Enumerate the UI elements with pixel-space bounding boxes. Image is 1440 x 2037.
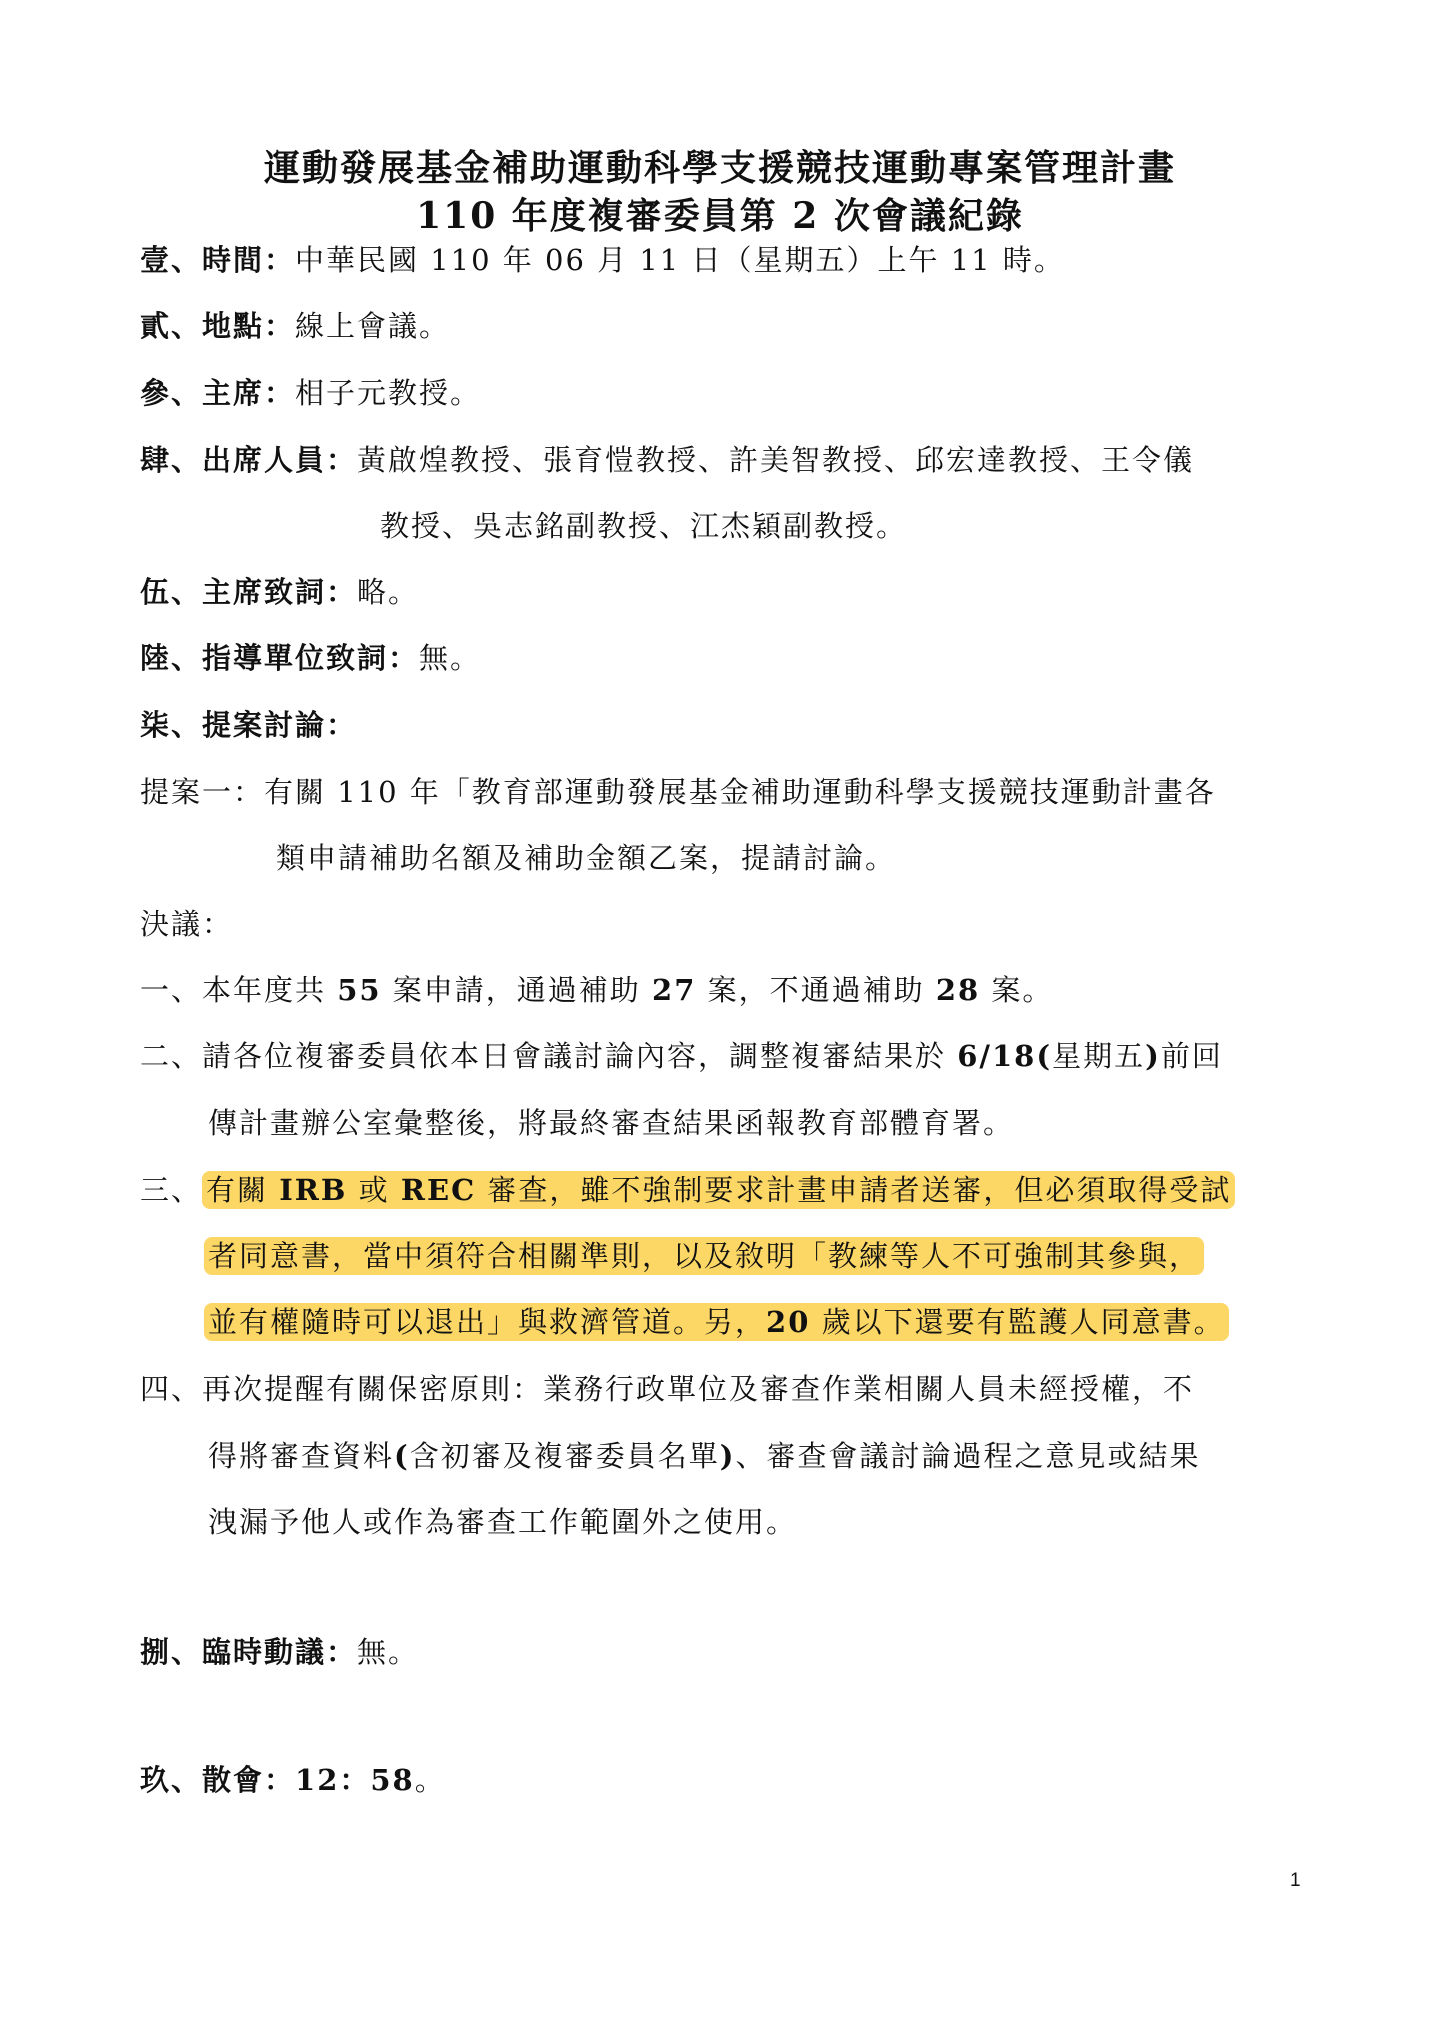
meeting-place-label: 貳、地點： <box>140 309 296 343</box>
res2-text-a: 二、請各位複審委員依本日會議討論內容，調整複審結果於 <box>140 1039 958 1073</box>
unit-speech-value: 無。 <box>419 641 482 675</box>
res4-paren-close: ) <box>719 1439 736 1473</box>
extempore-motion <box>140 1632 419 1672</box>
proposal-value-line1: 有關 110 年「教育部運動發展基金補助運動科學支援競技運動計畫各 <box>264 775 1216 809</box>
meeting-time <box>140 240 1065 280</box>
meeting-chair-label: 參、主席： <box>140 376 296 410</box>
document-title-line2: 110 年度複審委員第 2 次會議紀錄 <box>416 195 1024 237</box>
res3-irb: IRB <box>279 1173 348 1207</box>
res3-highlight-line3 <box>204 1303 1229 1341</box>
proposal-one-line2 <box>276 838 896 878</box>
discussion-heading <box>140 705 357 745</box>
res2-paren-close: ) <box>1145 1039 1161 1073</box>
resolution-4-line2 <box>208 1436 1201 1476</box>
resolution-3 <box>140 1170 1235 1210</box>
res3-line2: 者同意書，當中須符合相關準則，以及敘明「教練等人不可強制其參與， <box>204 1237 1204 1275</box>
unit-speech <box>140 638 481 678</box>
meeting-place <box>140 306 450 346</box>
res4-line1: 四、再次提醒有關保密原則：業務行政單位及審查作業相關人員未經授權，不 <box>140 1372 1195 1406</box>
proposal-label: 提案一： <box>140 775 265 809</box>
attendees <box>140 440 1194 480</box>
res1-rejected: 28 <box>935 973 981 1007</box>
resolution-2-line2 <box>208 1103 1014 1143</box>
resolution-3-line2 <box>204 1236 1204 1276</box>
res4-line2-a: 得將審查資料 <box>208 1439 395 1473</box>
res2-line2: 傳計畫辦公室彙整後，將最終審查結果函報教育部體育署。 <box>208 1106 1015 1140</box>
res1-text-b: 案申請，通過補助 <box>381 973 653 1007</box>
proposal-one <box>140 772 1216 812</box>
meeting-place-value: 線上會議。 <box>295 309 451 343</box>
res3-age: 20 <box>766 1305 811 1339</box>
res3-highlight-line1 <box>202 1171 1235 1209</box>
meeting-chair-value: 相子元教授。 <box>295 376 482 410</box>
meeting-time-label: 壹、時間： <box>140 243 296 277</box>
res1-applications: 55 <box>337 973 382 1007</box>
extempore-value: 無。 <box>357 1635 420 1669</box>
res4-paren-text: 含初審及複審委員名單 <box>409 1439 720 1473</box>
res4-line3: 洩漏予他人或作為審查工作範圍外之使用。 <box>208 1505 798 1539</box>
extempore-label: 捌、臨時動議： <box>140 1635 358 1669</box>
meeting-time-value: 中華民國 110 年 06 月 11 日（星期五）上午 11 時。 <box>295 243 1065 277</box>
unit-speech-label: 陸、指導單位致詞： <box>140 641 420 675</box>
adjourn-label: 玖、散會： <box>140 1763 296 1797</box>
res1-text-c: 案，不通過補助 <box>696 973 936 1007</box>
res1-text-a: 一、本年度共 <box>140 973 338 1007</box>
resolution-4-line3 <box>208 1502 797 1542</box>
page-number: 1 <box>1290 1870 1301 1891</box>
res3-rec: REC <box>400 1173 477 1207</box>
resolution-1 <box>140 970 1053 1010</box>
res4-paren-open: ( <box>394 1439 410 1473</box>
res4-line2-b: 、審查會議討論過程之意見或結果 <box>735 1439 1201 1473</box>
proposal-value-line2: 類申請補助名額及補助金額乙案，提請討論。 <box>276 841 897 875</box>
adjourn-time: 12：58 <box>295 1763 415 1797</box>
chair-speech-label: 伍、主席致詞： <box>140 575 358 609</box>
res3-line3-a: 並有權隨時可以退出」與救濟管道。另， <box>208 1305 767 1339</box>
attendees-value-line1: 黃啟煌教授、張育愷教授、許美智教授、邱宏達教授、王令儀 <box>357 443 1195 477</box>
resolution-3-line3 <box>204 1302 1229 1342</box>
res3-line1-c: 審查，雖不強制要求計畫申請者送審，但必須取得受試 <box>476 1173 1232 1207</box>
resolution-heading <box>140 904 233 944</box>
adjournment <box>140 1760 446 1800</box>
res3-prefix: 三、 <box>140 1173 203 1207</box>
res2-text-c: 前回 <box>1160 1039 1223 1073</box>
res2-date: 6/18( <box>957 1039 1053 1073</box>
resolution-2 <box>140 1036 1223 1076</box>
res2-day: 星期五 <box>1052 1039 1146 1073</box>
chair-speech <box>140 572 419 612</box>
attendees-line2 <box>380 506 907 546</box>
meeting-chair <box>140 373 481 413</box>
chair-speech-value: 略。 <box>357 575 420 609</box>
adjourn-end: 。 <box>414 1763 446 1797</box>
res1-text-d: 案。 <box>980 973 1054 1007</box>
attendees-label: 肆、出席人員： <box>140 443 358 477</box>
attendees-value-line2: 教授、吳志銘副教授、江杰穎副教授。 <box>380 509 908 543</box>
res3-line3-b: 歲以下還要有監護人同意書。 <box>810 1305 1225 1339</box>
res1-approved: 27 <box>652 973 697 1007</box>
discussion-label: 柒、提案討論： <box>140 708 358 742</box>
resolution-label: 決議： <box>140 907 234 941</box>
res3-line1-b: 或 <box>347 1173 401 1207</box>
resolution-4 <box>140 1369 1194 1409</box>
res3-line1-a: 有關 <box>206 1173 280 1207</box>
document-title-line1: 運動發展基金補助運動科學支援競技運動專案管理計畫 <box>263 147 1176 189</box>
